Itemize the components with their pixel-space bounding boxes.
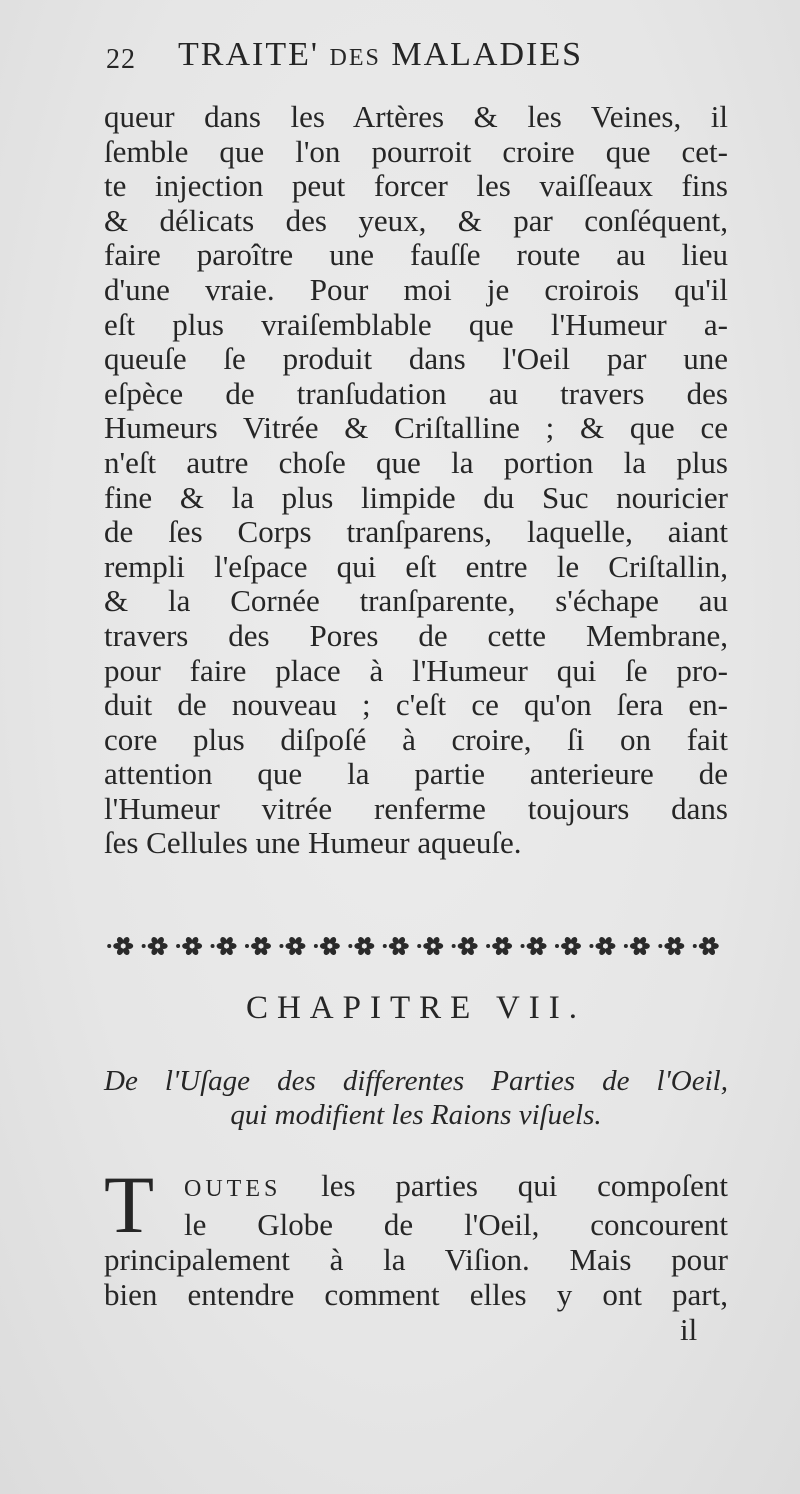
text-fragment: les parties qui compoſent bbox=[321, 1168, 728, 1203]
fleuron-icon bbox=[452, 936, 478, 956]
fleuron-icon bbox=[245, 936, 271, 956]
fleuron-icon bbox=[348, 936, 374, 956]
fleuron-icon bbox=[486, 936, 512, 956]
text-line: eſt plus vraiſemblable que l'Humeur a- bbox=[104, 306, 728, 342]
text-line: d'une vraie. Pour moi je croirois qu'il bbox=[104, 271, 728, 307]
text-line: fine & la plus limpide du Suc nouricier bbox=[104, 479, 728, 515]
fleuron-icon bbox=[658, 936, 684, 956]
chapter-opening-paragraph bbox=[104, 1159, 728, 1312]
drop-cap: T bbox=[104, 1159, 155, 1250]
text-line: faire paroître une fauſſe route au lieu bbox=[104, 237, 728, 273]
subtitle-line: De l'Uſage des differentes Parties de l'Oeil, bbox=[104, 1065, 728, 1097]
fleuron-icon bbox=[624, 936, 650, 956]
text-line: l'Humeur vitrée renferme toujours dans bbox=[104, 790, 728, 826]
title-word-1: TRAITE' bbox=[178, 36, 319, 73]
subtitle-line: qui modifient les Raions viſuels. bbox=[230, 1099, 602, 1131]
text-line: duit de nouveau ; c'eſt ce qu'on ſera en- bbox=[104, 687, 728, 723]
fleuron-icon bbox=[521, 936, 547, 956]
chapter-subtitle bbox=[104, 1064, 728, 1132]
fleuron-icon bbox=[589, 936, 615, 956]
text-line bbox=[104, 1168, 728, 1207]
catchword: il bbox=[680, 1312, 698, 1347]
chapter-title: CHAPITRE VII. bbox=[245, 990, 587, 1026]
fleuron-icon bbox=[279, 936, 305, 956]
fleuron-icon bbox=[383, 936, 409, 956]
text-line: te injection peut forcer les vaiſſeaux fins bbox=[104, 168, 728, 204]
text-line: ſemble que l'on pourroit croire que cet- bbox=[104, 133, 728, 169]
fleuron-icon bbox=[555, 936, 581, 956]
title-word-2: DES bbox=[329, 45, 381, 71]
running-header bbox=[106, 36, 726, 76]
page-number: 22 bbox=[106, 44, 136, 75]
fleuron-icon bbox=[211, 936, 237, 956]
text-line: eſpèce de tranſudation au travers des bbox=[104, 375, 728, 411]
opening-word: OUTES bbox=[184, 1176, 282, 1202]
text-line: le Globe de l'Oeil, concourent bbox=[184, 1207, 728, 1242]
text-line: pour faire place à l'Humeur qui ſe pro- bbox=[104, 652, 728, 688]
text-line: core plus diſpoſé à croire, ſi on fait bbox=[104, 721, 728, 757]
fleuron-icon bbox=[417, 936, 443, 956]
fleuron-icon bbox=[107, 936, 133, 956]
fleuron-icon bbox=[314, 936, 340, 956]
text-line: attention que la partie anterieure de bbox=[104, 756, 728, 792]
running-title bbox=[178, 36, 583, 74]
paragraph-continuation bbox=[104, 100, 728, 861]
text-line: ſes Cellules une Humeur aqueuſe. bbox=[104, 825, 522, 861]
text-line: queur dans les Artères & les Veines, il bbox=[104, 99, 728, 134]
fleuron-icon bbox=[693, 936, 719, 956]
fleuron-icon bbox=[142, 936, 168, 956]
text-line: Humeurs Vitrée & Criſtalline ; & que ce bbox=[104, 410, 728, 446]
fleuron-icon bbox=[176, 936, 202, 956]
text-line: & délicats des yeux, & par conſéquent, bbox=[104, 202, 728, 238]
text-line: rempli l'eſpace qui eſt entre le Criſtallin, bbox=[104, 548, 728, 584]
title-word-3: MALADIES bbox=[391, 36, 584, 73]
text-line: n'eſt autre choſe que la portion la plus bbox=[104, 444, 728, 480]
text-line: de ſes Corps tranſparens, laquelle, aiant bbox=[104, 514, 728, 550]
ornamental-divider bbox=[106, 928, 726, 964]
text-line: & la Cornée tranſparente, s'échape au bbox=[104, 583, 728, 619]
text-line: travers des Pores de cette Membrane, bbox=[104, 617, 728, 653]
text-line: bien entendre comment elles y ont part, bbox=[104, 1277, 728, 1312]
text-line: queuſe ſe produit dans l'Oeil par une bbox=[104, 341, 728, 377]
text-line: principalement à la Viſion. Mais pour bbox=[104, 1242, 728, 1277]
